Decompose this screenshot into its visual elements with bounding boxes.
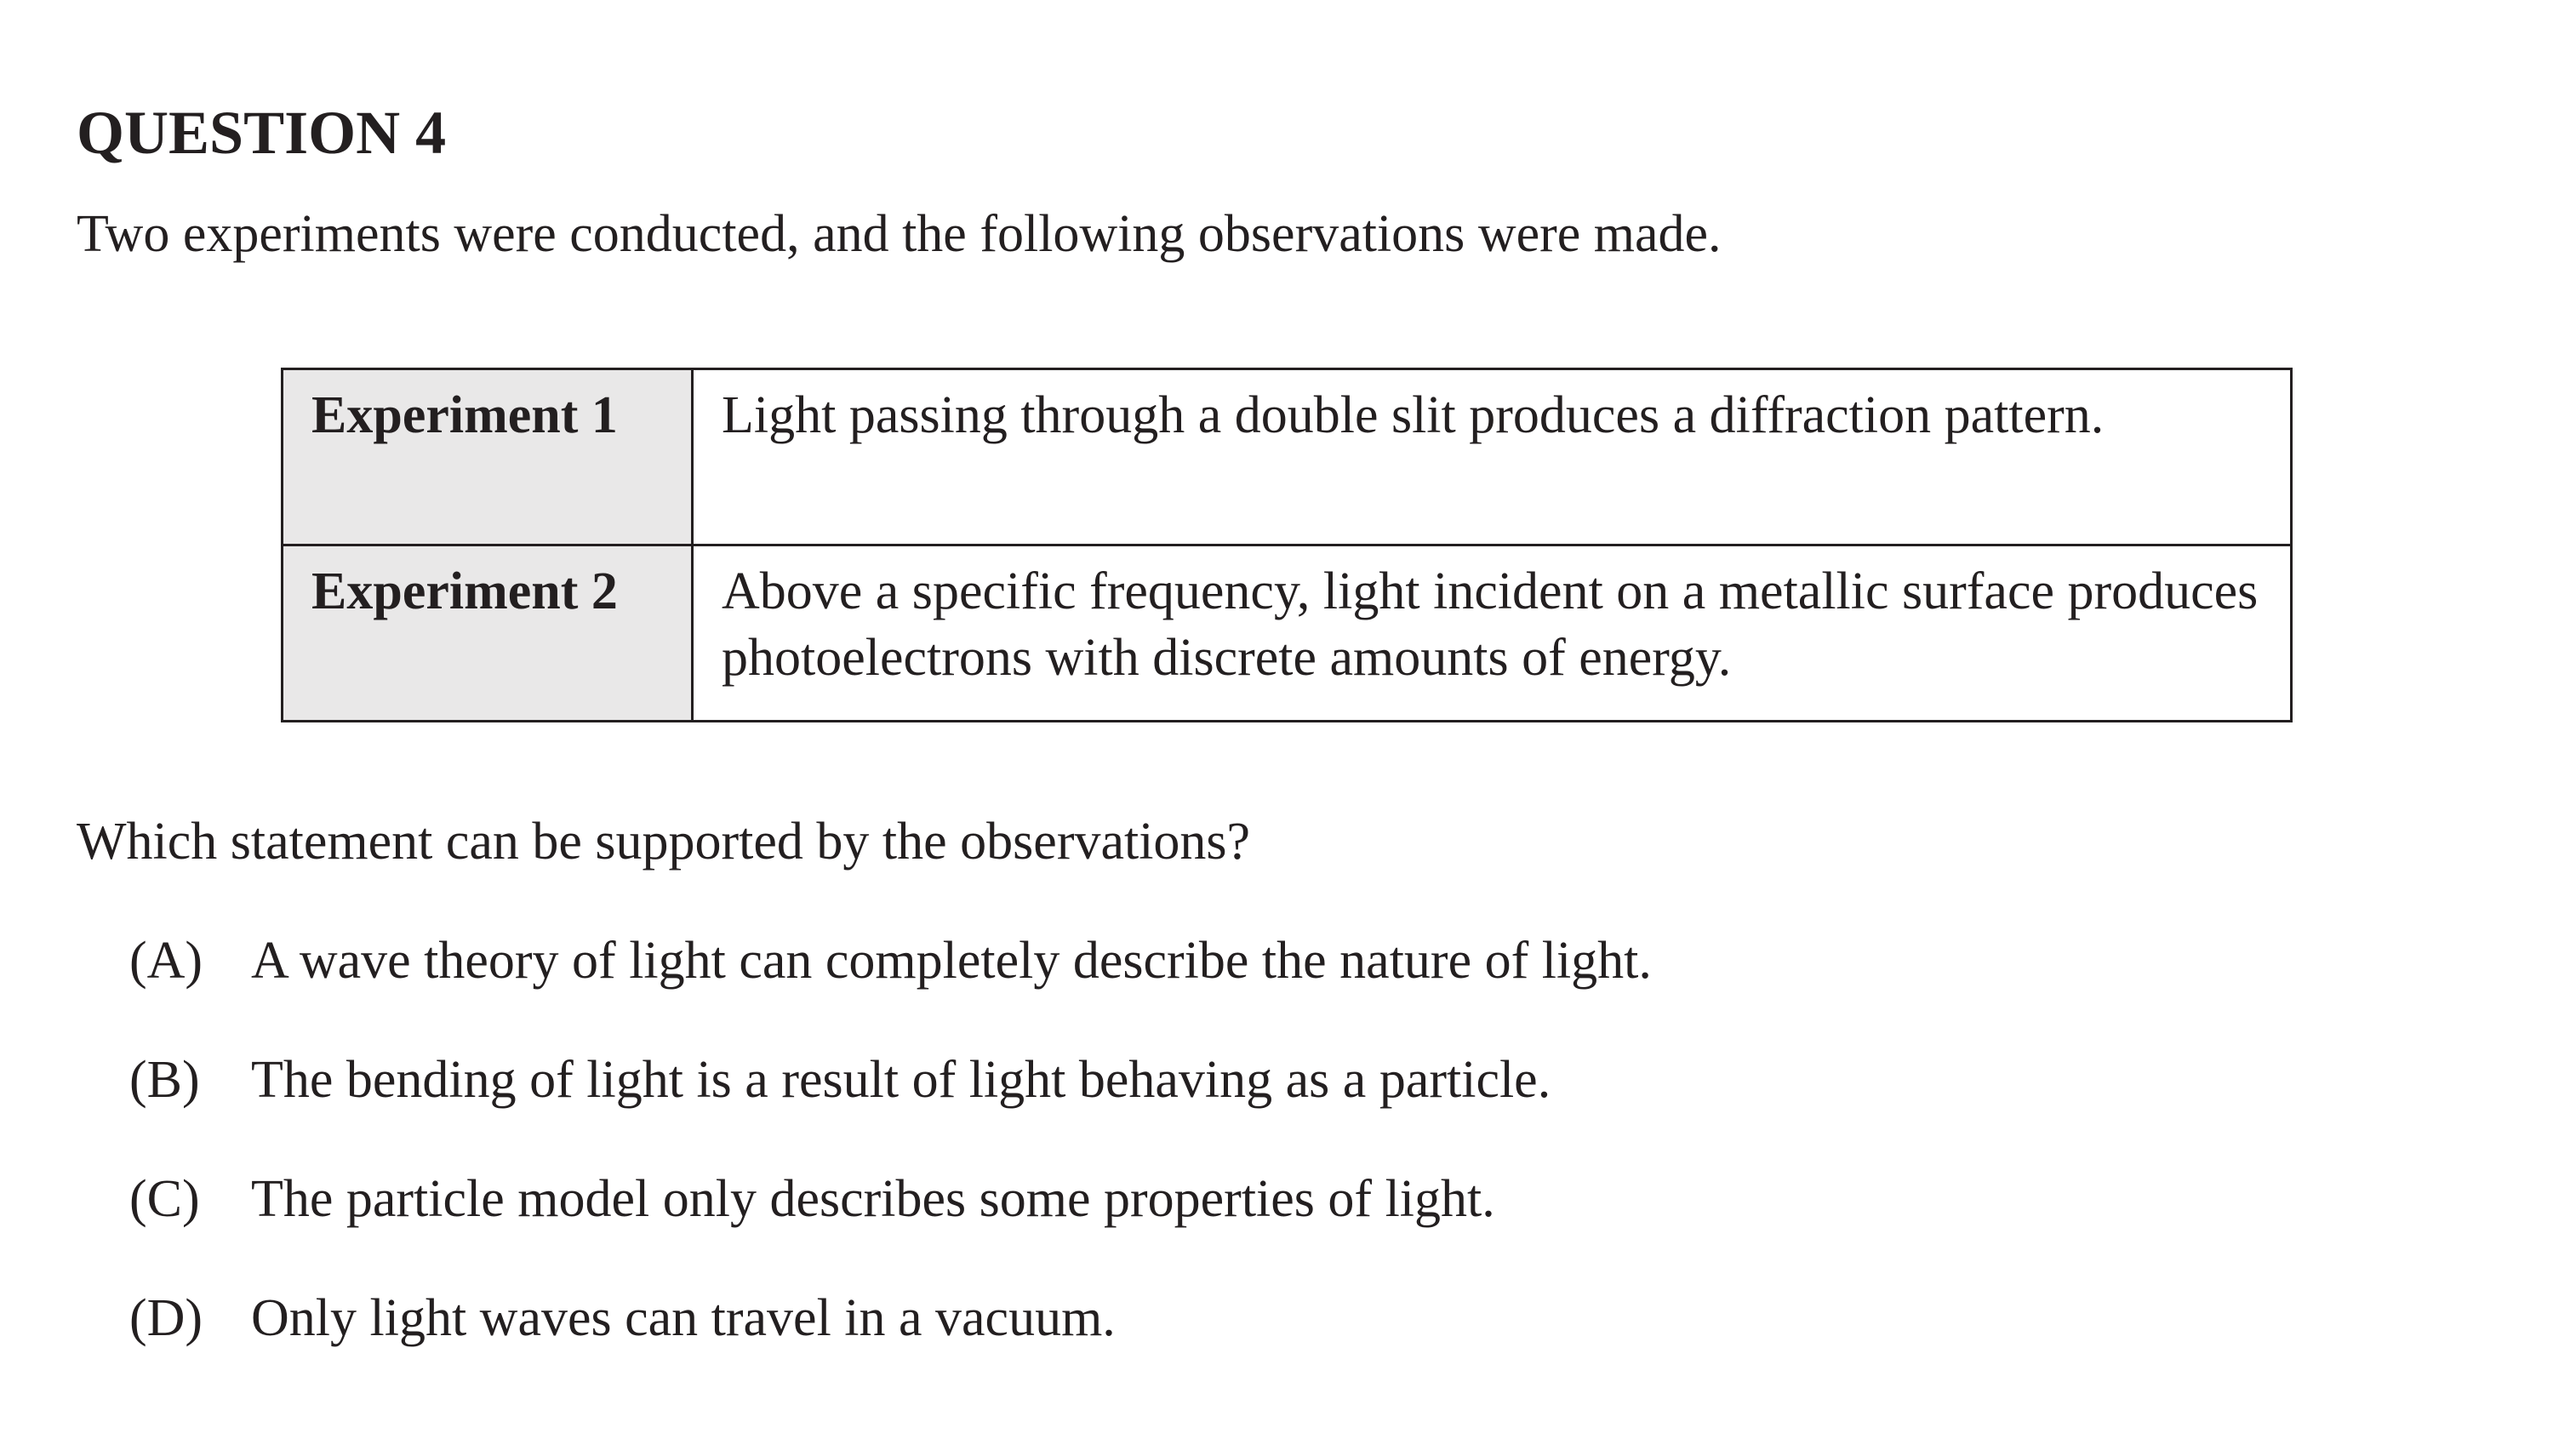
experiment-observation: Light passing through a double slit produces a diffraction pattern. — [693, 369, 2292, 545]
option-letter: (B) — [129, 1051, 200, 1109]
observations-table — [281, 368, 2293, 722]
table-row — [283, 545, 2292, 722]
option-text: The bending of light is a result of light behaving as a particle. — [251, 1051, 1551, 1109]
experiment-label: Experiment 2 — [283, 545, 693, 722]
question-prompt: Which statement can be supported by the observations? — [77, 813, 1251, 871]
table-row — [283, 369, 2292, 545]
question-title: QUESTION 4 — [77, 99, 447, 167]
experiment-label: Experiment 1 — [283, 369, 693, 545]
option-letter: (D) — [129, 1289, 203, 1347]
option-letter: (A) — [129, 932, 203, 990]
question-intro: Two experiments were conducted, and the following observations were made. — [77, 205, 1722, 263]
option-text: A wave theory of light can completely describe the nature of light. — [251, 932, 1652, 990]
option-letter: (C) — [129, 1170, 200, 1228]
option-text: The particle model only describes some properties of light. — [251, 1170, 1495, 1228]
experiment-observation: Above a specific frequency, light incident on a metallic surface produces photoelectrons with discrete amounts of energy. — [693, 545, 2292, 722]
option-text: Only light waves can travel in a vacuum. — [251, 1289, 1116, 1347]
